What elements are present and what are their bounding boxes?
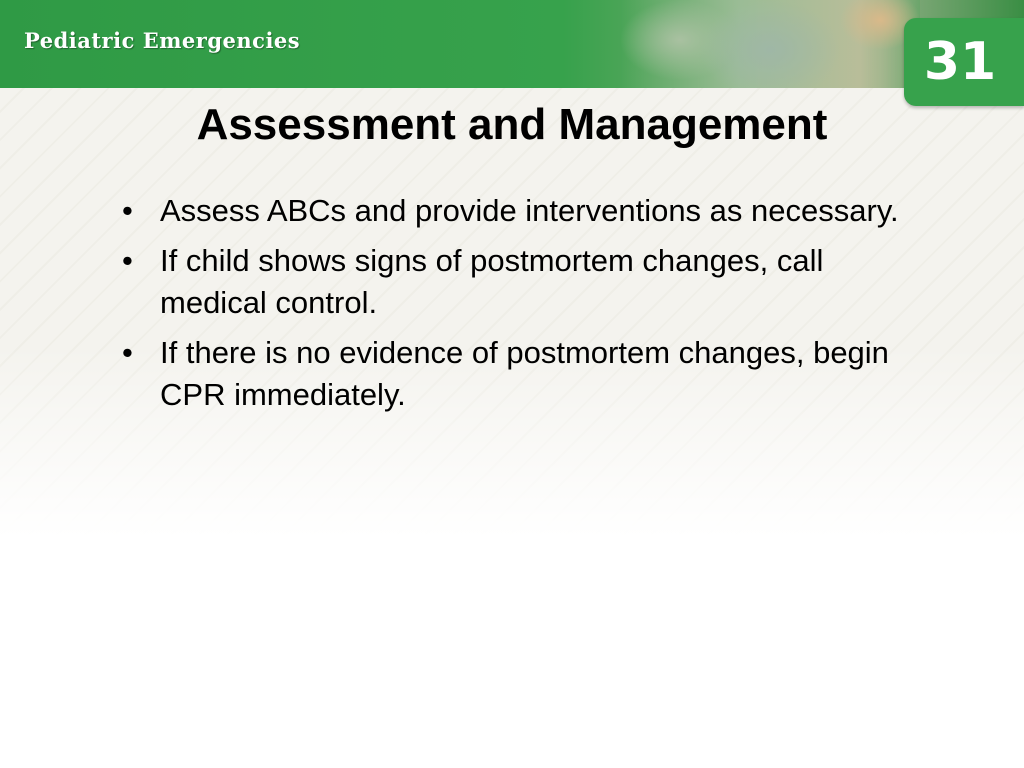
bullet-glyph: •: [122, 335, 133, 370]
bullet-text: If there is no evidence of postmortem changes, begin CPR immediately.: [160, 335, 889, 412]
slide-title: Assessment and Management: [196, 100, 828, 149]
chapter-number: 31: [923, 32, 997, 92]
bullet-list: [118, 190, 918, 424]
bullet-glyph: •: [122, 193, 133, 228]
bullet-text: Assess ABCs and provide interventions as necessary.: [160, 193, 899, 228]
section-title: Pediatric Emergencies: [24, 28, 301, 53]
header-photo: [620, 0, 920, 88]
bullet-item: [118, 190, 918, 232]
bullet-item: [118, 332, 918, 416]
bullet-glyph: •: [122, 243, 133, 278]
bullet-text: If child shows signs of postmortem changes, call medical control.: [160, 243, 824, 320]
bullet-item: [118, 240, 918, 324]
